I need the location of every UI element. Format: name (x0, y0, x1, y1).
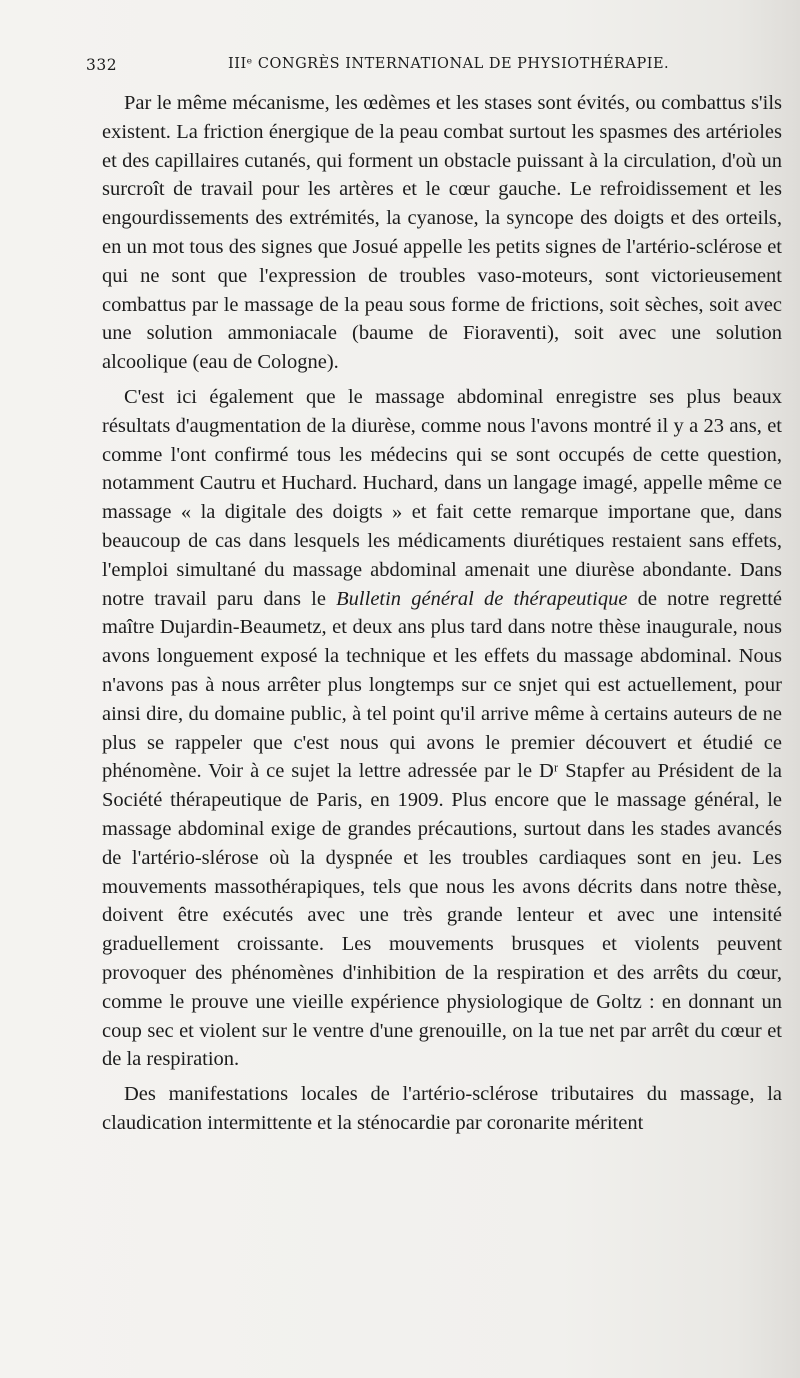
paragraph-2-part-a: C'est ici également que le massage abdominal enregistre ses plus beaux résultats d'augmentation de la diurèse, comme nous l'avons montré il y a 23 ans, et comme l'ont confirmé tous les médecins qui se sont occupés de cette question, notamment Cautru et Huchard. Huchard, dans un langage imagé, appelle même ce massage « la digitale des doigts » et fait cette remarque importane que, dans beaucoup de cas dans lesquels les médicaments diurétiques restaient sans effets, l'emploi simultané du massage abdominal amenait une diurèse abondante. Dans notre travail paru dans le (102, 385, 782, 610)
paragraph-2-part-b: de notre regretté maître Dujardin-Beaumetz, et deux ans plus tard dans notre thèse inaugurale, nous avons longuement exposé la technique et les effets du massage abdominal. Nous n'avons pas à nous arrêter plus longtemps sur ce snjet qui est actuellement, pour ainsi dire, du domaine public, à tel point qu'il arrive même à certains auteurs de ne plus se rappeler que c'est nous qui avons le premier découvert et étudié ce phénomène. Voir à ce sujet la lettre adressée par le Dʳ Stapfer au Président de la Société thérapeutique de Paris, en 1909. Plus encore que le massage général, le massage abdominal exige de grandes précautions, surtout dans les stades avancés de l'artério-slérose où la dyspnée et les troubles cardiaques sont en jeu. Les mouvements massothérapiques, tels que nous les avons décrits dans notre thèse, doivent être exécutés avec une très grande lenteur et avec une intensité graduellement croissante. Les mouvements brusques et violents peuvent provoquer des phénomènes d'inhibition de la respiration et des arrêts du cœur, comme le prouve une vieille expérience physiologique de Goltz : en donnant un coup sec et violent sur le ventre d'une grenouille, on la tue net par arrêt du cœur et de la respiration. (102, 587, 783, 1071)
paragraph-2 (102, 383, 782, 1074)
running-title: IIIᵉ CONGRÈS INTERNATIONAL DE PHYSIOTHÉRAPIE. (228, 56, 670, 72)
page-number: 332 (86, 56, 118, 74)
journal-title: Bulletin général de thérapeutique (336, 587, 628, 610)
paragraph-3: Des manifestations locales de l'artério-sclérose tributaires du massage, la claudication intermittente et la sténocardie par coronarite méritent (102, 1083, 782, 1134)
body-text (102, 89, 782, 1138)
page-header (86, 56, 776, 82)
paragraph-1: Par le même mécanisme, les œdèmes et les stases sont évités, ou combattus s'ils existent. La friction énergique de la peau combat surtout les spasmes des artérioles et des capillaires cutanés, qui forment un obstacle puissant à la circulation, d'où un surcroît de travail pour les artères et le cœur gauche. Le refroidissement et les engourdissements des extrémités, la cyanose, la syncope des doigts et des orteils, en un mot tous des signes que Josué appelle les petits signes de l'artério-sclérose et qui ne sont que l'expression de troubles vaso-moteurs, sont victorieusement combattus par le massage de la peau sous forme de frictions, soit sèches, soit avec une solution ammoniacale (baume de Fioraventi), soit avec une solution alcoolique (eau de Cologne). (102, 92, 782, 374)
